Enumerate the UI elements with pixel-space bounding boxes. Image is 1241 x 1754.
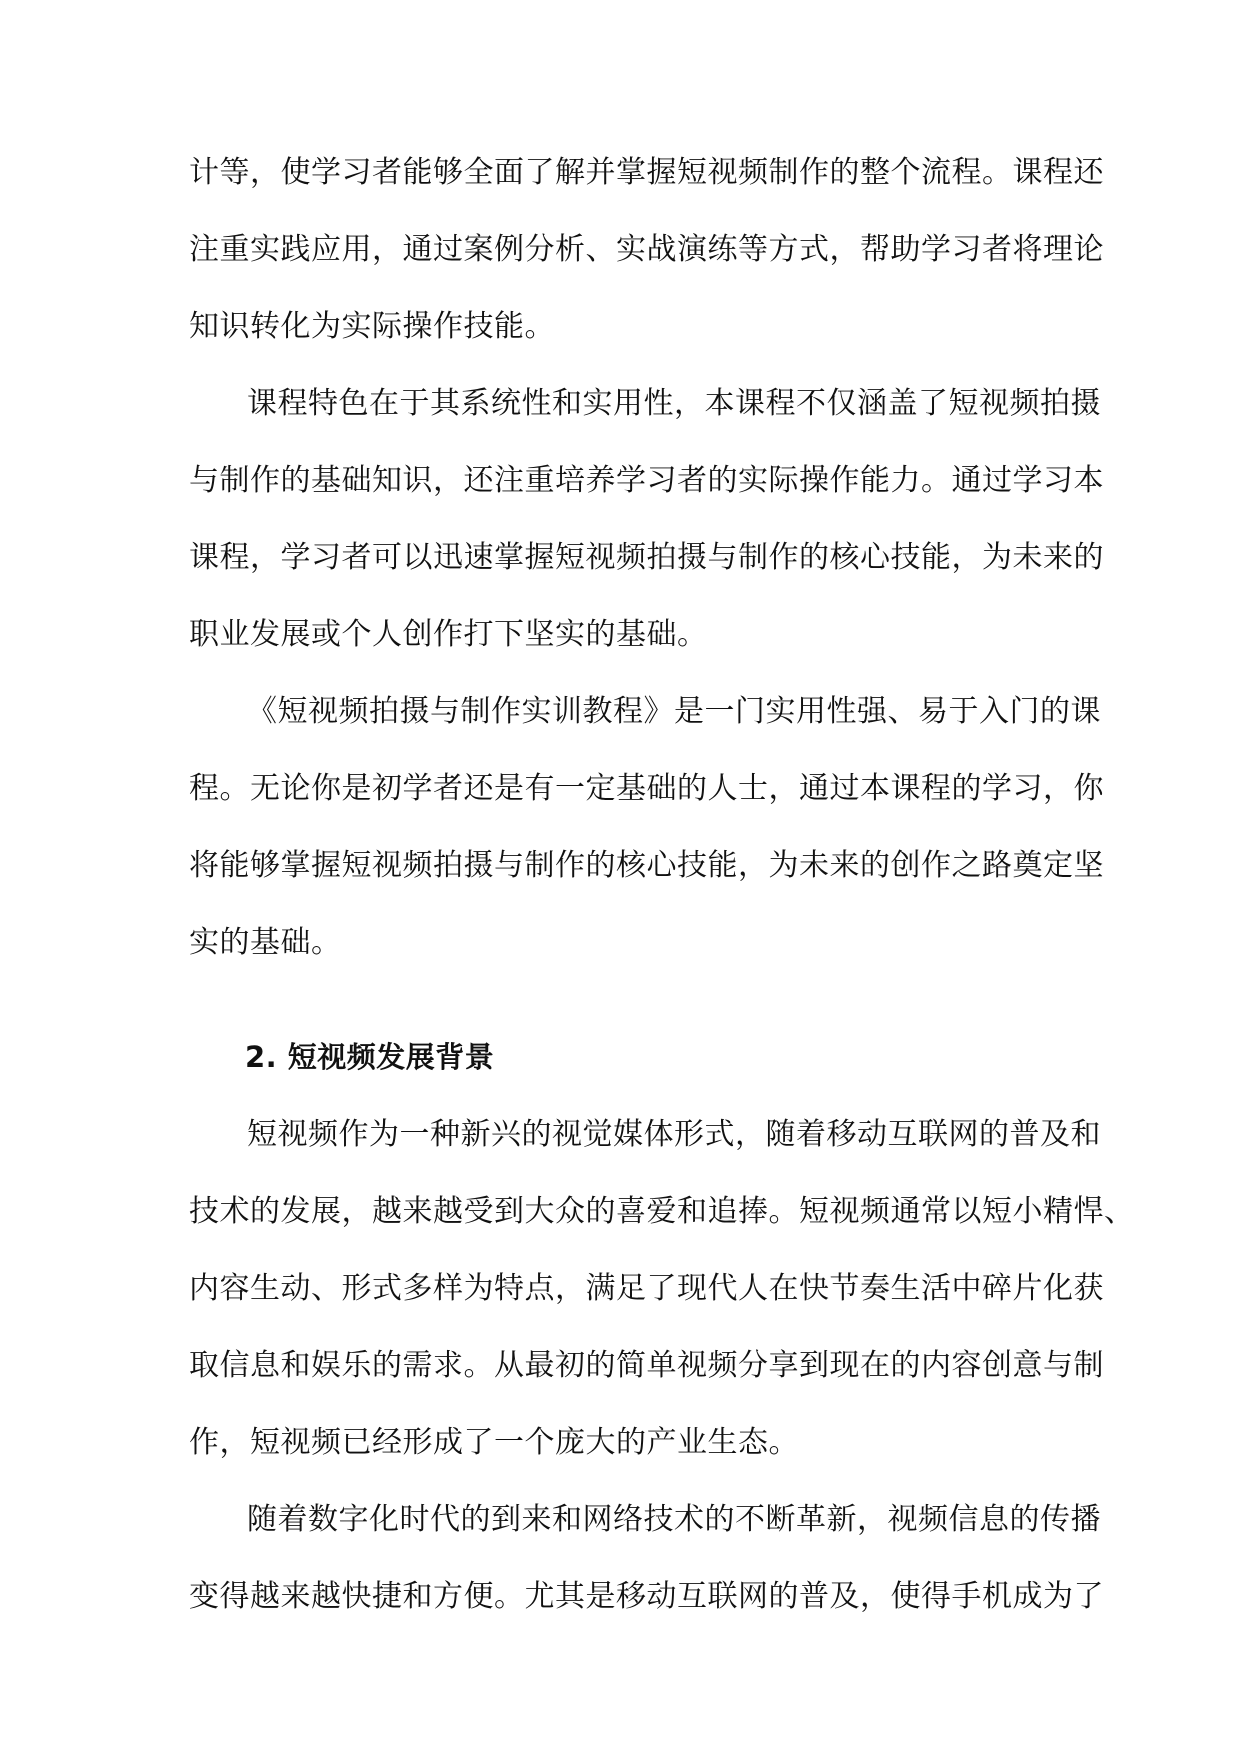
document-page	[189, 134, 1135, 1635]
paragraph-line: 随着数字化时代的到来和网络技术的不断革新，视频信息的传播	[247, 1502, 1101, 1537]
paragraph-line: 职业发展或个人创作打下坚实的基础。	[189, 617, 708, 652]
paragraph-line: 《短视频拍摄与制作实训教程》是一门实用性强、易于入门的课	[247, 694, 1101, 729]
paragraph-line: 作，短视频已经形成了一个庞大的产业生态。	[189, 1425, 799, 1460]
paragraph-line: 程。无论你是初学者还是有一定基础的人士，通过本课程的学习，你	[189, 771, 1104, 806]
paragraph-line: 计等，使学习者能够全面了解并掌握短视频制作的整个流程。课程还	[189, 155, 1104, 190]
section-heading: 2. 短视频发展背景	[245, 1040, 495, 1074]
paragraph-line: 注重实践应用，通过案例分析、实战演练等方式，帮助学习者将理论	[189, 232, 1104, 267]
paragraph-line: 知识转化为实际操作技能。	[189, 309, 555, 344]
paragraph-line: 变得越来越快捷和方便。尤其是移动互联网的普及，使得手机成为了	[189, 1579, 1104, 1614]
paragraph-line: 技术的发展，越来越受到大众的喜爱和追捧。短视频通常以短小精悍、	[189, 1194, 1135, 1229]
paragraph-line: 短视频作为一种新兴的视觉媒体形式，随着移动互联网的普及和	[247, 1117, 1101, 1152]
paragraph-line: 课程，学习者可以迅速掌握短视频拍摄与制作的核心技能，为未来的	[189, 540, 1104, 575]
paragraph-line: 将能够掌握短视频拍摄与制作的核心技能，为未来的创作之路奠定坚	[189, 848, 1104, 883]
paragraph-line: 内容生动、形式多样为特点，满足了现代人在快节奏生活中碎片化获	[189, 1271, 1104, 1306]
paragraph-line: 与制作的基础知识，还注重培养学习者的实际操作能力。通过学习本	[189, 463, 1104, 498]
paragraph-line: 实的基础。	[189, 925, 342, 960]
section-spacer	[189, 981, 1059, 1019]
paragraph-line: 取信息和娱乐的需求。从最初的简单视频分享到现在的内容创意与制	[189, 1348, 1104, 1383]
paragraph-line: 课程特色在于其系统性和实用性，本课程不仅涵盖了短视频拍摄	[247, 386, 1101, 421]
